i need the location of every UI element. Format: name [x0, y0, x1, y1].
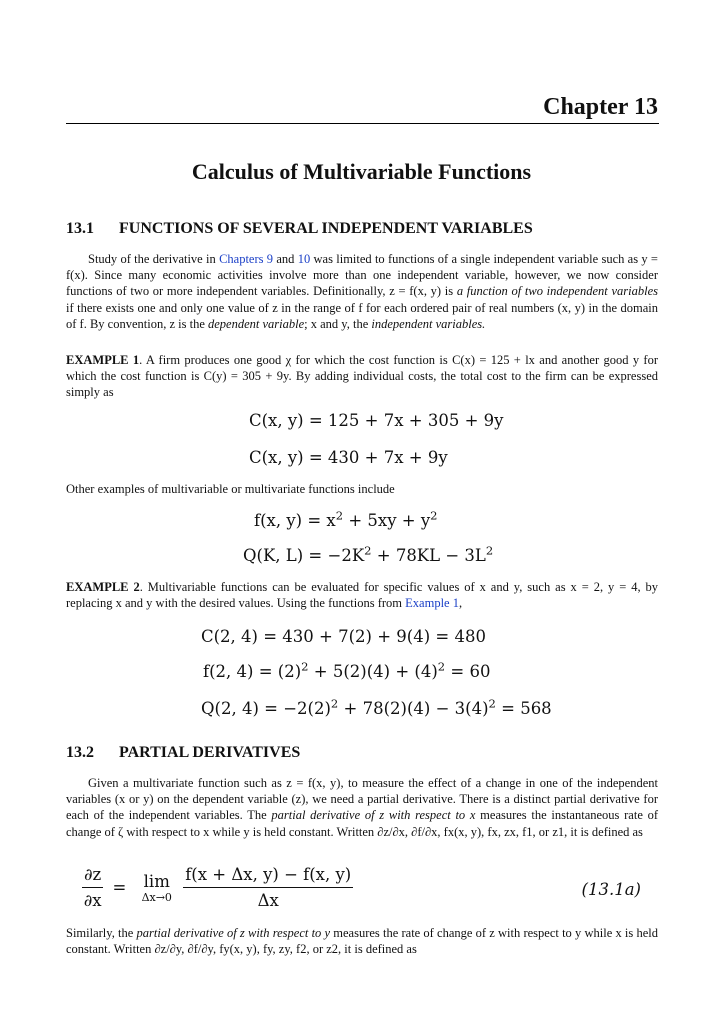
- section-13-1-intro: [66, 251, 658, 332]
- eq-part: + 78KL − 3L: [371, 546, 486, 565]
- chapter-rule: [66, 123, 659, 124]
- exponent: 2: [330, 696, 339, 711]
- equation-q-kl: [243, 543, 494, 565]
- emphasis: dependent variable: [208, 316, 305, 331]
- eq-part: = 60: [445, 662, 491, 681]
- exponent: 2: [437, 659, 446, 674]
- text-run: . Multivariable functions can be evaluated for specific values of x and y, such as x = 2, y = 4, by replacing x and y with the desired values. Using the functions from: [66, 580, 659, 611]
- difference-quotient: [183, 865, 353, 910]
- eq-part: + 78(2)(4) − 3(4): [338, 699, 489, 718]
- limit-label: lim: [143, 871, 170, 891]
- section-number: 13.2: [66, 744, 94, 761]
- denominator: ∂x: [83, 891, 102, 910]
- eq-part: + 5(2)(4) + (4): [308, 662, 438, 681]
- section-number: 13.1: [66, 220, 94, 237]
- text-run: and: [273, 252, 298, 266]
- text-run: Given a multivariate function such as z = f(x, y), to measure the effect of a change in one of the independent variables (x or y) on the dependent variable (z), we need a partial derivative. There is a distinct partial derivative for each of the independent variables. The: [66, 776, 658, 823]
- chapter-title: Calculus of Multivariable Functions: [191, 159, 532, 184]
- other-examples-text: [66, 481, 658, 497]
- denominator: Δx: [257, 891, 279, 910]
- exponent: 2: [301, 659, 309, 674]
- emphasis: a function of two independent variables: [456, 284, 658, 299]
- example-label: EXAMPLE 2: [66, 580, 140, 594]
- chapters-9-link[interactable]: Chapters 9: [219, 252, 274, 266]
- limit: [142, 872, 172, 904]
- eq-part: f(2, 4) = (2): [203, 662, 302, 681]
- emphasis: partial derivative of z with respect to x: [271, 808, 476, 823]
- text-run: was limited to functions of a single independent variable such as y = f(x). Since many economic activities involve more than one independent variable, however, we now consider functions of two or more independent variables. Definitionally, z = f(x, y) is: [66, 252, 658, 299]
- equation-cost-total: C(x, y) = 430 + 7x + 9y: [249, 448, 448, 467]
- section-13-2-intro: [66, 775, 658, 840]
- exponent: 2: [485, 543, 494, 558]
- example-label: EXAMPLE 1: [66, 353, 140, 367]
- eq-part: + 5xy + y: [343, 511, 431, 530]
- equation-f-xy: [254, 508, 438, 530]
- text-run: . A firm produces one good χ for which the cost function is C(x) = 125 + lx and another good y for which the cost function is C(y) = 305 + 9y. By adding individual costs, the total cost to the firm can be expressed simply as: [66, 353, 658, 400]
- exponent: 2: [430, 508, 438, 523]
- partial-derivative-definition: [82, 865, 353, 910]
- example-2: [66, 579, 658, 611]
- chapter-number: Chapter 13: [543, 94, 658, 120]
- equals-sign: =: [112, 878, 127, 897]
- text-run: ; x and y, the: [304, 316, 372, 331]
- exponent: 2: [364, 543, 372, 558]
- eq-part: Q(K, L) = −2K: [243, 546, 365, 565]
- emphasis: partial derivative of z with respect to y: [136, 926, 331, 940]
- limit-subscript: Δx→0: [141, 890, 172, 904]
- partial-fraction: [82, 865, 103, 910]
- section-13-2-y-partial: [66, 925, 658, 957]
- text-run: measures the rate of change of z with respect to y while x is held constant. Written ∂z/∂y, ∂f/∂y, fy(x, y), fy, zy, f2, or z2, it is defined as: [66, 926, 658, 957]
- text-run: ,: [458, 596, 463, 611]
- equation-c-eval: C(2, 4) = 430 + 7(2) + 9(4) = 480: [201, 627, 486, 646]
- exponent: 2: [335, 508, 344, 523]
- equation-number: (13.1a): [581, 880, 641, 899]
- chapter-10-link[interactable]: 10: [297, 252, 311, 266]
- section-title: PARTIAL DERIVATIVES: [119, 744, 301, 761]
- numerator: f(x + Δx, y) − f(x, y): [183, 865, 353, 888]
- section-13-2-heading: [66, 744, 300, 762]
- equation-f-eval: [203, 659, 491, 681]
- text-run: measures the instantaneous rate of change of ζ with respect to x while y is held constant. Written ∂z/∂x, ∂f/∂x, fx(x, y), fx, zx, f1, or z1, it is defined as: [66, 808, 658, 839]
- numerator: ∂z: [82, 865, 103, 888]
- text-run: Similarly, the: [66, 926, 137, 940]
- eq-part: Q(2, 4) = −2(2): [201, 699, 331, 718]
- equation-q-eval: [201, 696, 552, 718]
- example-1-link[interactable]: Example 1: [405, 596, 459, 611]
- text-run: if there exists one and only one value of z in the range of f for each ordered pair of real numbers (x, y) in the domain of f. By convention, z is the: [66, 300, 658, 331]
- eq-part: = 568: [495, 699, 552, 718]
- eq-part: f(x, y) = x: [254, 511, 336, 530]
- section-13-1-heading: [66, 220, 533, 238]
- exponent: 2: [488, 696, 496, 711]
- equation-cost-sum: C(x, y) = 125 + 7x + 305 + 9y: [249, 411, 504, 430]
- section-title: FUNCTIONS OF SEVERAL INDEPENDENT VARIABLES: [119, 220, 533, 237]
- text-run: Other examples of multivariable or multivariate functions include: [66, 482, 395, 496]
- text-run: Study of the derivative in: [88, 252, 220, 266]
- emphasis: independent variables.: [371, 316, 486, 331]
- example-1: [66, 352, 658, 401]
